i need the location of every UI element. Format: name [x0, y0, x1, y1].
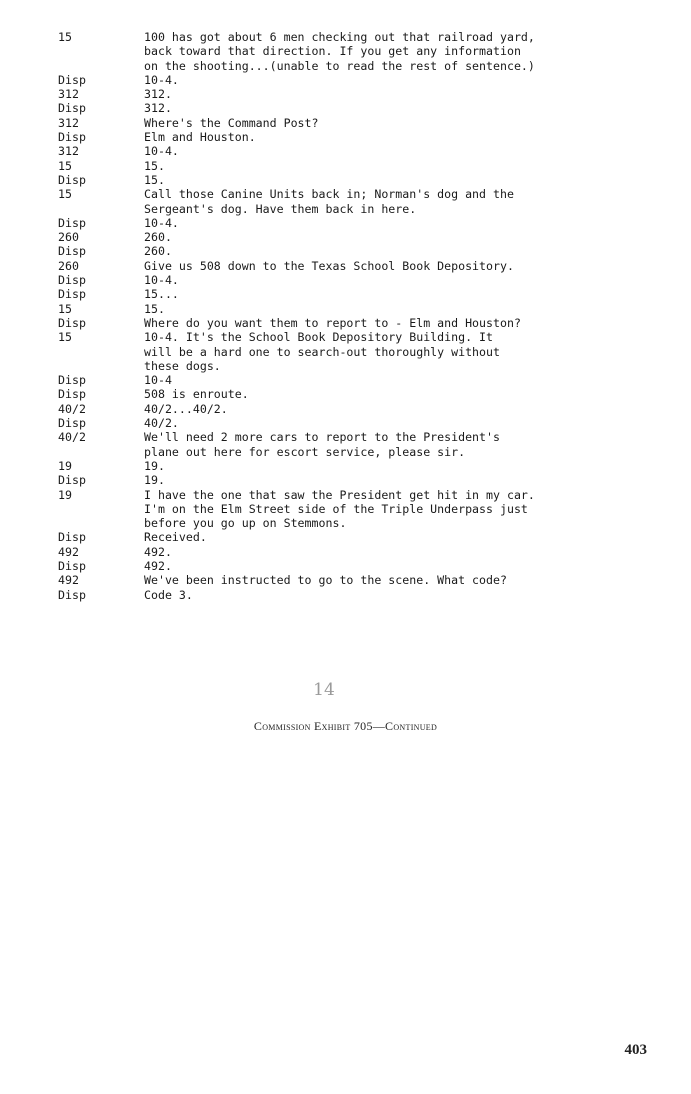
transmission-text: Give us 508 down to the Texas School Book Depository. — [144, 258, 514, 273]
transcript-row — [58, 473, 658, 487]
transcript-row — [58, 116, 658, 130]
transmission-text: 492. — [144, 558, 172, 573]
transmission-text: 19. — [144, 473, 165, 488]
transmission-text: 15. — [144, 158, 165, 173]
transcript-row — [58, 187, 658, 216]
speaker-id: Disp — [58, 172, 86, 187]
transmission-text: 10-4. — [144, 215, 179, 230]
speaker-id: Disp — [58, 473, 86, 488]
transcript-row — [58, 87, 658, 101]
transcript-row — [58, 101, 658, 115]
speaker-id: 19 — [58, 458, 72, 473]
transcript-row — [58, 488, 658, 531]
speaker-id: Disp — [58, 373, 86, 388]
transmission-text: 10-4. — [144, 72, 179, 87]
transmission-text: Code 3. — [144, 587, 193, 602]
transmission-text: 312. — [144, 101, 172, 116]
speaker-id: Disp — [58, 558, 86, 573]
speaker-id: 260 — [58, 230, 79, 245]
transcript-row — [58, 416, 658, 430]
transmission-text: 260. — [144, 244, 172, 259]
speaker-id: 15 — [58, 301, 72, 316]
speaker-id: Disp — [58, 416, 86, 431]
transmission-text: 10-4. It's the School Book Depository Building. It will be a hard one to search-out thoroughly without these dogs. — [144, 330, 500, 373]
speaker-id: 492 — [58, 573, 79, 588]
exhibit-caption: Commission Exhibit 705—Continued — [253, 719, 438, 733]
transmission-text: Call those Canine Units back in; Norman's dog and the Sergeant's dog. Have them back in here. — [144, 187, 514, 216]
speaker-id: Disp — [58, 273, 86, 288]
transmission-text: We'll need 2 more cars to report to the President's plane out here for escort service, please sir. — [144, 430, 500, 459]
transmission-text: 312. — [144, 87, 172, 102]
speaker-id: 40/2 — [58, 401, 86, 416]
transcript-row — [58, 302, 658, 316]
transmission-text: 10-4 — [144, 373, 172, 388]
transcript-row — [58, 530, 658, 544]
page-number: 403 — [624, 1042, 647, 1058]
transcript-row — [58, 73, 658, 87]
transcript-row — [58, 559, 658, 573]
speaker-id: 312 — [58, 144, 79, 159]
speaker-id: Disp — [58, 315, 86, 330]
transmission-text: 40/2...40/2. — [144, 401, 228, 416]
transcript-row — [58, 159, 658, 173]
transmission-text: Received. — [144, 530, 207, 545]
speaker-id: 19 — [58, 487, 72, 502]
transmission-text: Where's the Command Post? — [144, 115, 319, 130]
speaker-id: Disp — [58, 287, 86, 302]
transcript-row — [58, 230, 658, 244]
transmission-text: 19. — [144, 458, 165, 473]
speaker-id: Disp — [58, 587, 86, 602]
original-page-mark: 14 — [313, 680, 335, 700]
transmission-text: 40/2. — [144, 416, 179, 431]
speaker-id: Disp — [58, 387, 86, 402]
speaker-id: Disp — [58, 101, 86, 116]
speaker-id: 15 — [58, 330, 72, 345]
transmission-text: We've been instructed to go to the scene. What code? — [144, 573, 507, 588]
speaker-id: 260 — [58, 258, 79, 273]
transmission-text: 15... — [144, 287, 179, 302]
speaker-id: 15 — [58, 158, 72, 173]
speaker-id: Disp — [58, 215, 86, 230]
radio-transcript — [58, 30, 658, 602]
transcript-row — [58, 459, 658, 473]
speaker-id: 40/2 — [58, 430, 86, 445]
speaker-id: Disp — [58, 72, 86, 87]
transmission-text: 492. — [144, 544, 172, 559]
transcript-row — [58, 545, 658, 559]
transcript-row — [58, 173, 658, 187]
speaker-id: 15 — [58, 187, 72, 202]
transcript-row — [58, 130, 658, 144]
transcript-row — [58, 316, 658, 330]
transcript-row — [58, 430, 658, 459]
transcript-row — [58, 588, 658, 602]
speaker-id: Disp — [58, 130, 86, 145]
speaker-id: 312 — [58, 87, 79, 102]
transcript-row — [58, 287, 658, 301]
transmission-text: Elm and Houston. — [144, 130, 256, 145]
transcript-row — [58, 573, 658, 587]
transmission-text: 508 is enroute. — [144, 387, 249, 402]
speaker-id: Disp — [58, 530, 86, 545]
transmission-text: 260. — [144, 230, 172, 245]
speaker-id: 492 — [58, 544, 79, 559]
transmission-text: 10-4. — [144, 144, 179, 159]
transmission-text: 100 has got about 6 men checking out that railroad yard, back toward that direction. If you get any information on the shooting...(unable to read the rest of sentence.) — [144, 30, 535, 73]
transcript-row — [58, 330, 658, 373]
transmission-text: 15. — [144, 301, 165, 316]
transmission-text: 10-4. — [144, 273, 179, 288]
transcript-row — [58, 402, 658, 416]
transcript-row — [58, 387, 658, 401]
transcript-row — [58, 373, 658, 387]
transmission-text: I have the one that saw the President get hit in my car. I'm on the Elm Street side of the Triple Underpass just before you go up on Stemmons. — [144, 487, 535, 531]
transmission-text: 15. — [144, 172, 165, 187]
transcript-row — [58, 259, 658, 273]
transcript-row — [58, 244, 658, 258]
speaker-id: Disp — [58, 244, 86, 259]
speaker-id: 312 — [58, 115, 79, 130]
speaker-id: 15 — [58, 30, 72, 44]
transmission-text: Where do you want them to report to - Elm and Houston? — [144, 315, 521, 330]
transcript-row — [58, 216, 658, 230]
transcript-row — [58, 144, 658, 158]
transcript-row — [58, 273, 658, 287]
transcript-row — [58, 30, 658, 73]
